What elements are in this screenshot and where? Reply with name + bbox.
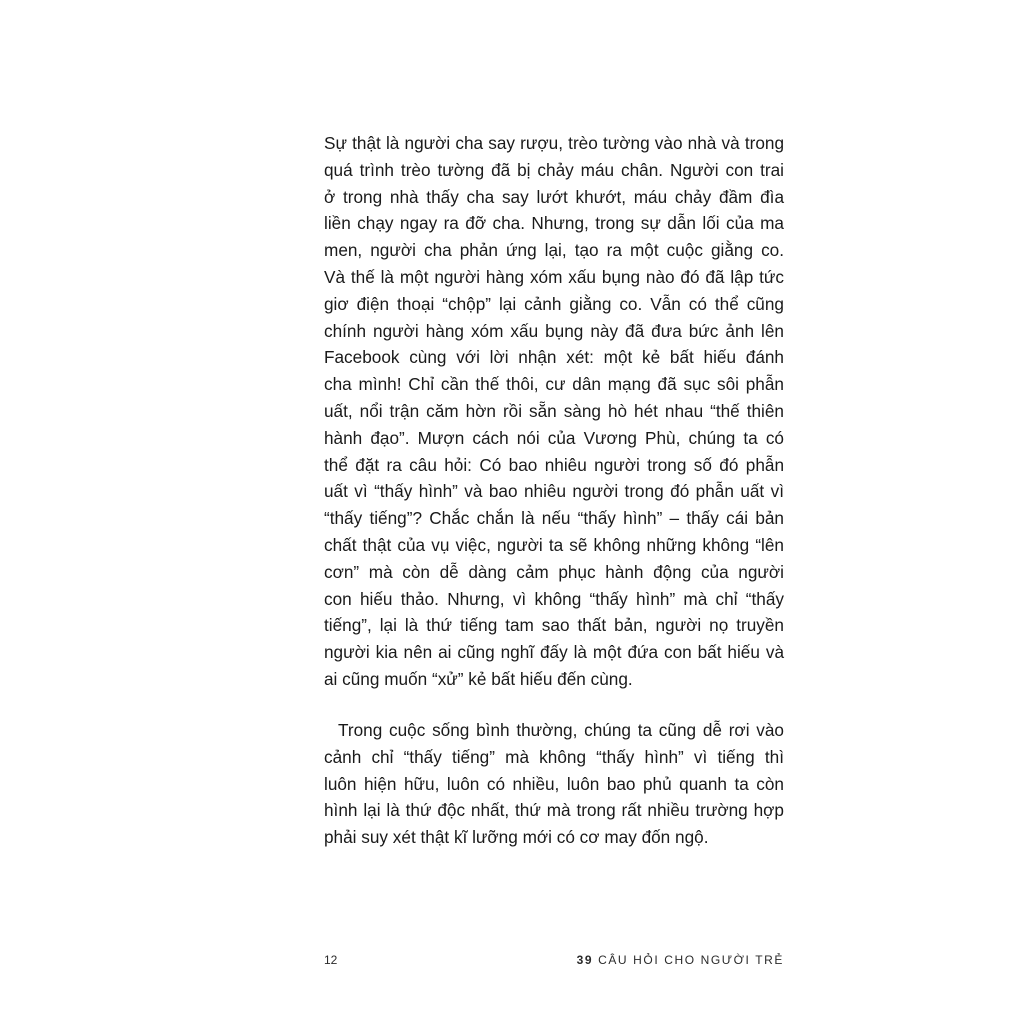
text-line: “thấy tiếng”? Chắc chắn là nếu “thấy hình” – thấy cái bản [324, 508, 784, 529]
page-number: 12 [324, 953, 338, 967]
text-line: Facebook cùng với lời nhận xét: một kẻ bất hiếu đánh [324, 347, 784, 368]
text-line: uất vì “thấy hình” và bao nhiêu người trong đó phẫn uất vì [324, 481, 784, 502]
body-paragraph-2 [324, 717, 784, 851]
text-line: luôn hiện hữu, luôn có nhiều, luôn bao phủ quanh ta còn [324, 773, 784, 794]
text-line: Và thế là một người hàng xóm xấu bụng nào đó đã lập tức [324, 266, 784, 287]
text-line: giơ điện thoại “chộp” lại cảnh giằng co. Vẫn có thể cũng [324, 293, 784, 314]
text-line: ai cũng muốn “xử” kẻ bất hiếu đến cùng. [324, 668, 633, 689]
running-head-number: 39 [576, 953, 594, 967]
page-footer [324, 952, 784, 968]
text-line: uất, nổi trận căm hờn rồi sẵn sàng hò hét nhau “thế thiên [324, 400, 784, 421]
text-line: cảnh chỉ “thấy tiếng” mà không “thấy hình” vì tiếng thì [324, 746, 784, 767]
text-line: Sự thật là người cha say rượu, trèo tường vào nhà và trong [324, 133, 784, 153]
text-line: con hiếu thảo. Nhưng, vì không “thấy hình” mà chỉ “thấy [324, 588, 784, 609]
text-line: cha mình! Chỉ cần thế thôi, cư dân mạng đã sục sôi phẫn [324, 374, 784, 395]
text-line: thể đặt ra câu hỏi: Có bao nhiêu người trong số đó phẫn [324, 454, 784, 475]
text-line: men, người cha phản ứng lại, tạo ra một cuộc giằng co. [324, 240, 784, 261]
text-line: tiếng”, lại là thứ tiếng tam sao thất bản, người nọ truyền [324, 615, 784, 636]
text-line: liền chạy ngay ra đỡ cha. Nhưng, trong sự dẫn lối của ma [324, 213, 784, 234]
text-line: hình lại là thứ độc nhất, thứ mà trong rất nhiều trường hợp [324, 800, 784, 821]
text-line: Trong cuộc sống bình thường, chúng ta cũng dễ rơi vào [338, 720, 784, 740]
body-paragraph-1 [324, 130, 784, 693]
text-line: chính người hàng xóm xấu bụng này đã đưa bức ảnh lên [324, 320, 784, 341]
text-line: quá trình trèo tường đã bị chảy máu chân. Người con trai [324, 159, 784, 180]
text-line: ở trong nhà thấy cha say lướt khướt, máu chảy đầm đìa [324, 186, 784, 207]
running-head-title: CÂU HỎI CHO NGƯỜI TRẺ [598, 953, 784, 967]
text-line: người kia nên ai cũng nghĩ đấy là một đứa con bất hiếu và [324, 642, 784, 663]
text-line: hành đạo”. Mượn cách nói của Vương Phù, chúng ta có [324, 427, 784, 448]
text-line: chất thật của vụ việc, người ta sẽ không những không “lên [324, 534, 784, 555]
running-head [577, 952, 784, 968]
text-line: cơn” mà còn dễ dàng cảm phục hành động của người [324, 561, 784, 582]
text-line: phải suy xét thật kĩ lưỡng mới có cơ may đốn ngộ. [324, 827, 709, 848]
